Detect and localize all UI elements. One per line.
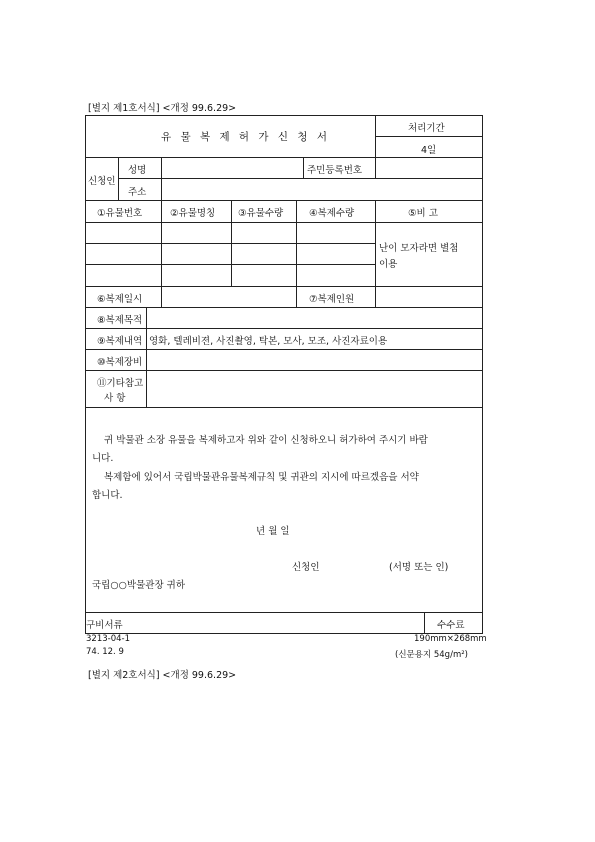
body-line-2: 니다. [92,453,114,464]
next-form-header: [별지 제2호서식] <개정 99.6.29> [88,670,237,681]
body-line-1: 귀 박물관 소장 유물을 복제하고자 위와 같이 신청하오니 허가하여 주시기 바람 [104,435,428,446]
addressee: 국립○○박물관장 귀하 [92,580,186,591]
copy-details-label: ⑨복제내역 [97,336,143,347]
address-label: 주소 [128,187,147,198]
remarks-note-line2: 이용 [379,259,398,270]
processing-period-value: 4일 [421,145,437,156]
body-line-3: 복제함에 있어서 국립박물관유물복제규칙 및 귀관의 지시에 따르겠음을 서약 [104,472,419,483]
col-relic-quantity: ③유물수량 [238,208,284,219]
col-copy-quantity: ④복제수량 [309,208,355,219]
required-documents-label: 구비서류 [86,620,123,631]
body-line-4: 합니다. [92,490,123,501]
applicant-label: 신청인 [88,176,116,187]
fee-label: 수수료 [437,620,465,631]
signer-label: 신청인 [292,562,320,573]
paper-spec: (신문용지 54g/m²) [395,650,468,660]
paper-size: 190mm×268mm [414,634,487,644]
col-relic-name: ②유물명칭 [170,208,216,219]
processing-period-label: 처리기간 [408,123,445,134]
remarks-note-line1: 난이 모자라면 별첨 [379,243,459,254]
copy-equipment-label: ⑩복제장비 [97,357,143,368]
copy-date-label: ⑥복제일시 [97,294,143,305]
name-label: 성명 [128,165,147,176]
form-date-code: 74. 12. 9 [86,647,124,657]
form-title: 유 물 복 제 허 가 신 청 서 [161,131,330,143]
form-border-right [482,115,483,633]
form-border-top [85,115,483,116]
copy-purpose-label: ⑧복제목적 [97,315,143,326]
other-reference-label-line1: ⑪기타참고 [97,378,144,389]
signer-note: (서명 또는 인) [389,562,449,573]
form-border-left [85,115,86,633]
resident-number-label: 주민등록번호 [307,165,363,176]
date-line: 년 월 일 [256,526,290,537]
form-code: 3213-04-1 [86,634,130,644]
col-relic-number: ①유물번호 [97,208,143,219]
form-number-header: [별지 제1호서식] <개정 99.6.29> [88,103,237,114]
other-reference-label-line2: 사 항 [104,393,126,404]
copy-details-value: 영화, 텔레비젼, 사진촬영, 탁본, 모사, 모조, 사진자료이용 [149,336,388,347]
copy-persons-label: ⑦복제인원 [309,294,355,305]
col-remarks: ⑤비 고 [408,208,438,219]
